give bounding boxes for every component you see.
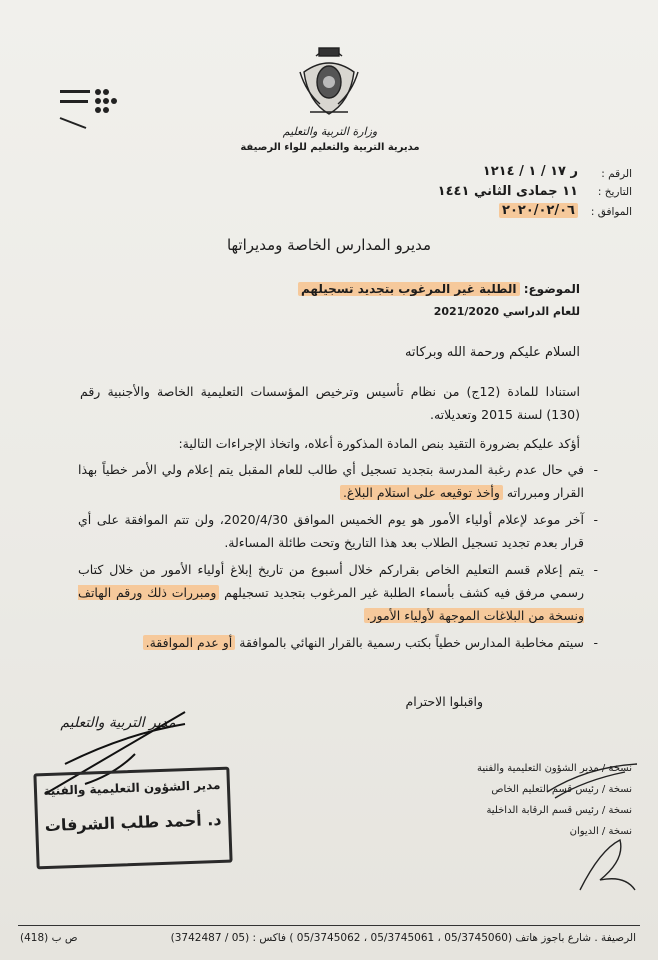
list-item [78,558,598,627]
corresponding-date-highlight: ٢٠٢٠/٠٢/٠٦ [499,203,578,218]
subject-text: الطلبة غير المرغوب بتجديد تسجيلهم [298,282,519,296]
corresponding-label: الموافق : [590,206,632,218]
corresponding-value [499,203,578,218]
ministry-name: وزارة التربية والتعليم [282,125,378,138]
copy-line: نسخة / مدير الشؤون التعليمية والفنية [476,763,632,774]
procedures-list [78,458,598,658]
footer-po-box: ص ب (418) [20,932,78,944]
date-value: ١١ جمادى الثاني ١٤٤١ [437,184,578,199]
official-stamp [33,767,232,870]
subject-line [298,282,580,296]
bullet-2-text: آخر موعد لإعلام أولياء الأمور هو يوم الخميس الموافق 2020/4/30، ولن تتم الموافقة على أي قرار بعدم تجديد تسجيل الطلاب بعد هذا التاريخ وتحت طائلة المساءلة. [78,512,585,550]
stamp-title: مدير الشؤون التعليمية والفنية [43,777,221,799]
list-item [78,631,598,654]
addressee: مديرو المدارس الخاصة ومديراتها [226,236,432,254]
bullet-3-highlight: ومبررات ذلك ورقم الهاتف ونسخة من البلاغات الموجهة لأولياء الأمور. [78,585,584,623]
quality-award-logo [58,78,118,130]
copy-line: نسخة / الديوان [569,826,632,837]
closing-regards: واقبلوا الاحترام [405,694,483,709]
paragraph-reference: استنادا للمادة (12ج) من نظام تأسيس وترخيص المؤسسات التعليمية الخاصة والأجنبية رقم (130) لسنة 2015 وتعديلاته. [80,384,580,422]
copy-line: نسخة / رئيس قسم التعليم الخاص [491,784,632,795]
footer-address: الرصيفة . شارع باجوز هاتف (05/3745060 ، 05/3745061 ، 05/3745062 ) فاكس : (05 / 3742487) [170,932,636,944]
bullet-1-text: في حال عدم رغبة المدرسة بتجديد تسجيل أي طالب للعام المقبل يتم إعلام ولي الأمر خطياً بهذا القرار ومبرراته [78,462,584,500]
initials-signature [570,830,640,900]
list-item [78,458,598,504]
signer-title: مدير التربية والتعليم [60,715,176,731]
copy-line: نسخة / رئيس قسم الرقابة الداخلية [486,805,632,816]
bullet-1-highlight: وأخذ توقيعه على استلام البلاغ. [340,485,503,500]
greeting: السلام عليكم ورحمة الله وبركاته [404,345,580,360]
bullet-4-highlight: أو عدم الموافقة. [143,635,236,650]
jordan-crest-emblem [296,42,362,120]
footer-divider [18,925,640,926]
subject-label: الموضوع: [523,282,580,296]
strikethrough-scribble [545,762,640,802]
directorate-name: مديرية التربية والتعليم للواء الرصيفة [240,142,420,153]
number-label: الرقم : [601,168,632,180]
stamp-name: د. أحمد طلب الشرفات [44,809,222,836]
paragraph-instructions: أؤكد عليكم بضرورة التقيد بنص المادة المذكورة أعلاه، واتخاذ الإجراءات التالية: [178,436,580,451]
bullet-3-text: يتم إعلام قسم التعليم الخاص بقراركم خلال أسبوع من تاريخ إبلاغ أولياء الأمور من خلال كتاب رسمي مرفق فيه كشف بأسماء الطلبة غير المرغوب بتجديد تسجيلهم [78,562,584,600]
list-item [78,508,598,554]
bullet-4-text: سيتم مخاطبة المدارس خطياً بكتب رسمية بالقرار النهائي بالموافقة [235,635,584,650]
number-value: ر ١٧ / ١ / ١٢١٤ [482,164,578,179]
date-label: التاريخ : [597,186,632,198]
academic-year: للعام الدراسي 2021/2020 [433,305,580,318]
